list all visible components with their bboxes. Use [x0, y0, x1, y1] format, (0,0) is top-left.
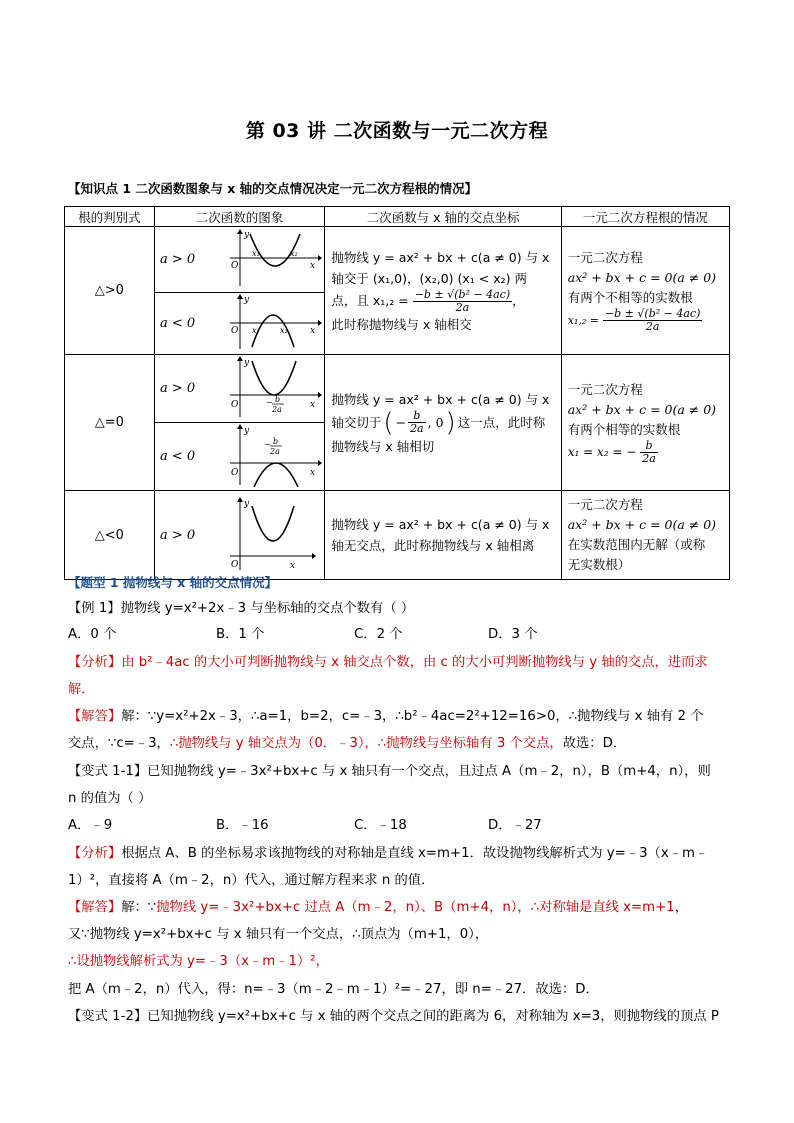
desc-formula-line: 轴交切于 ( − $\frac{b}{2a}$ , 0 ) 这一点，此时称 — [331, 407, 546, 438]
condition-a-positive: a > 0 — [154, 491, 200, 580]
variant-1-1-answer-line: 又∵抛物线 y=x²+bx+c 与 x 轴只有一个交点，∴顶点为（m+1，0）， — [68, 927, 489, 942]
desc-line: 抛物线 y = ax² + bx + c(a ≠ 0) 与 x — [331, 391, 550, 407]
vertex-formula: $\frac{b}{2a}$ — [410, 409, 424, 435]
svg-text:y: y — [244, 230, 250, 240]
example-1-answer-cont: 交点，∵c=﹣3，∴抛物线与 y 轴交点为（0．﹣3），∴抛物线与坐标轴有 3 个交点，故选：D． — [68, 736, 627, 751]
desc-formula-line: 点，且 x₁,₂ = $\frac{\text{−b ± √(b² − 4ac)}}{2a}$ ， — [331, 287, 525, 314]
svg-text:2a: 2a — [270, 447, 281, 456]
analysis-text: 由 b²﹣4ac 的大小可判断抛物线与 x 轴交点个数，由 c 的大小可判断抛物线与 y 轴的交点，进而求 — [121, 655, 708, 670]
root-case-negative — [561, 491, 729, 580]
discriminant-table — [64, 206, 730, 580]
svg-text:O: O — [231, 400, 239, 410]
parabola-up-two-roots-graph — [200, 228, 322, 288]
root-formula: $\frac{b}{2a}$ — [642, 439, 656, 465]
header-intersection: 二次函数与 x 轴的交点坐标 — [325, 207, 561, 227]
knowledge-point-heading: 【知识点 1 二次函数图象与 x 轴的交点情况决定一元二次方程根的情况】 — [68, 181, 478, 196]
desc-line: 抛物线与 x 轴相切 — [331, 438, 435, 454]
desc-line: 轴交于 (x₁,0)，(x₂,0) (x₁ < x₂) 两 — [331, 270, 527, 286]
root-case-zero — [561, 355, 729, 491]
option-b: B．1 个 — [216, 627, 265, 642]
svg-text:O: O — [231, 326, 239, 336]
svg-text:x₁: x₁ — [252, 249, 261, 258]
condition-a-negative: a < 0 — [154, 423, 200, 491]
root-line: ax² + bx + c = 0(a ≠ 0) — [567, 402, 717, 417]
graph-cell — [200, 227, 324, 293]
svg-text:−: − — [266, 398, 274, 407]
variant-1-2-question: 【变式 1-2】已知抛物线 y=x²+bx+c 与 x 轴的两个交点之间的距离为 6，对称轴为 x=3，则抛物线的顶点 P — [68, 1009, 719, 1024]
root-case-positive — [561, 227, 729, 355]
svg-text:2a: 2a — [272, 405, 283, 414]
table-header-row — [65, 207, 730, 227]
condition-a-positive: a > 0 — [154, 227, 200, 293]
variant-1-1-options — [68, 817, 728, 835]
condition-a-negative: a < 0 — [154, 293, 200, 355]
svg-text:O: O — [231, 468, 239, 478]
graph-cell — [200, 491, 324, 580]
desc-line: 抛物线 y = ax² + bx + c(a ≠ 0) 与 x — [331, 517, 550, 532]
answer-text: 解：∵y=x²+2x﹣3，∴a=1，b=2，c=﹣3，∴b²﹣4ac=2²+12=16>0，∴抛物线与 x 轴有 2 个 — [121, 709, 704, 724]
parabola-up-no-roots-graph — [200, 496, 322, 572]
graph-cell — [200, 355, 324, 423]
option-d: D．﹣27 — [488, 818, 542, 833]
root-formula: $\frac{\text{−b ± √(b² − 4ac)}}{2a}$ — [414, 287, 511, 314]
variant-1-1-answer: 【解答】解：∵抛物线 y=﹣3x²+bx+c 过点 A（m﹣2，n）、B（m+4，n），∴对称轴是直线 x=m+1， — [68, 900, 689, 915]
page-title: 第 03 讲 二次函数与一元二次方程 — [245, 120, 549, 142]
parabola-down-tangent-graph — [200, 423, 322, 487]
svg-text:x: x — [310, 400, 316, 410]
analysis-tag: 【分析】 — [68, 655, 122, 670]
desc-line: 抛物线 y = ax² + bx + c(a ≠ 0) 与 x — [331, 249, 550, 265]
root-line: ax² + bx + c = 0(a ≠ 0) — [567, 517, 717, 532]
table-row — [65, 227, 730, 293]
root-line: 一元二次方程 — [567, 382, 643, 397]
variant-1-1-question-cont: n 的值为（ ） — [68, 791, 152, 806]
svg-text:−: − — [264, 440, 272, 449]
type-heading: 【题型 1 抛物线与 x 轴的交点情况】 — [68, 575, 278, 590]
svg-text:y: y — [244, 358, 250, 368]
example-1-answer — [68, 708, 704, 726]
table-row — [65, 491, 730, 580]
svg-text:x: x — [290, 560, 296, 571]
root-line: ax² + bx + c = 0(a ≠ 0) — [567, 270, 717, 285]
svg-text:x₁: x₁ — [252, 326, 261, 335]
option-c: C．2 个 — [354, 627, 403, 642]
desc-line: 此时称抛物线与 x 轴相交 — [331, 316, 472, 332]
option-c: C．﹣18 — [354, 818, 407, 833]
svg-text:O: O — [231, 559, 239, 570]
root-line: 有两个相等的实数根 — [567, 422, 681, 437]
option-a: A．0 个 — [68, 627, 117, 642]
graph-cell — [200, 293, 324, 355]
root-line: 一元二次方程 — [567, 497, 643, 512]
svg-text:x₂: x₂ — [280, 326, 289, 335]
condition-a-positive: a > 0 — [154, 355, 200, 423]
root-formula-line: x₁,₂ = $\frac{\text{−b ± √(b² − 4ac)}}{2a}$ — [567, 307, 701, 333]
root-formula: $\frac{\text{−b ± √(b² − 4ac)}}{2a}$ — [604, 307, 701, 333]
table-row — [65, 355, 730, 423]
example-1-analysis-cont: 解． — [68, 682, 95, 697]
example-1-analysis — [68, 654, 708, 672]
svg-text:b: b — [273, 437, 279, 446]
delta-zero: △=0 — [65, 355, 155, 491]
delta-negative: △<0 — [65, 491, 155, 580]
answer-tag: 【解答】 — [68, 709, 122, 724]
svg-text:b: b — [275, 395, 281, 404]
variant-1-1-analysis — [68, 845, 708, 863]
header-discriminant: 根的判别式 — [65, 207, 155, 227]
svg-text:x₂: x₂ — [290, 249, 299, 258]
option-d: D．3 个 — [488, 627, 538, 642]
svg-text:O: O — [231, 261, 239, 271]
example-1-question: 【例 1】抛物线 y=x²+2x﹣3 与坐标轴的交点个数有（ ） — [68, 601, 415, 616]
intersection-desc-negative — [325, 491, 561, 580]
svg-text:x: x — [310, 468, 316, 478]
analysis-tag: 【分析】 — [68, 846, 122, 861]
analysis-text: 根据点 A、B 的坐标易求该抛物线的对称轴是直线 x=m+1．故设抛物线解析式为 y=﹣3（x﹣m﹣ — [121, 846, 709, 861]
svg-text:y: y — [244, 295, 250, 305]
answer-tag: 【解答】 — [68, 900, 122, 915]
root-line: 在实数范围内无解（或称 — [567, 537, 706, 552]
svg-text:y: y — [244, 498, 250, 509]
option-a: A．﹣9 — [68, 818, 113, 833]
svg-text:x: x — [310, 326, 316, 336]
parabola-down-two-roots-graph — [200, 293, 322, 351]
variant-1-1-analysis-cont: 1）²，直接将 A（m﹣2，n）代入，通过解方程来求 n 的值． — [68, 873, 435, 888]
svg-text:y: y — [244, 426, 250, 436]
header-roots: 一元二次方程根的情况 — [561, 207, 729, 227]
root-line: 一元二次方程 — [567, 250, 643, 265]
option-b: B．﹣16 — [216, 818, 269, 833]
desc-line: 轴无交点，此时称抛物线与 x 轴相离 — [331, 538, 535, 553]
example-1-options — [68, 626, 728, 644]
intersection-desc-positive — [325, 227, 561, 355]
header-graph: 二次函数的图象 — [154, 207, 325, 227]
graph-cell — [200, 423, 324, 491]
root-line: 无实数根） — [567, 557, 631, 572]
svg-text:x: x — [310, 261, 316, 271]
intersection-desc-zero — [325, 355, 561, 491]
parabola-up-tangent-graph — [200, 355, 322, 419]
delta-positive: △>0 — [65, 227, 155, 355]
variant-1-1-answer-line: ∴设抛物线解析式为 y=﹣3（x﹣m﹣1）²， — [68, 954, 329, 969]
root-formula-line: x₁ = x₂ = − $\frac{b}{2a}$ — [567, 439, 656, 465]
variant-1-1-question: 【变式 1-1】已知抛物线 y=﹣3x²+bx+c 与 x 轴只有一个交点，且过点 A（m﹣2，n），B（m+4，n），则 — [68, 764, 711, 779]
variant-1-1-answer-line: 把 A（m﹣2，n）代入，得：n=﹣3（m﹣2﹣m﹣1）²=﹣27，即 n=﹣27．故选：D． — [68, 982, 599, 997]
root-line: 有两个不相等的实数根 — [567, 290, 693, 305]
